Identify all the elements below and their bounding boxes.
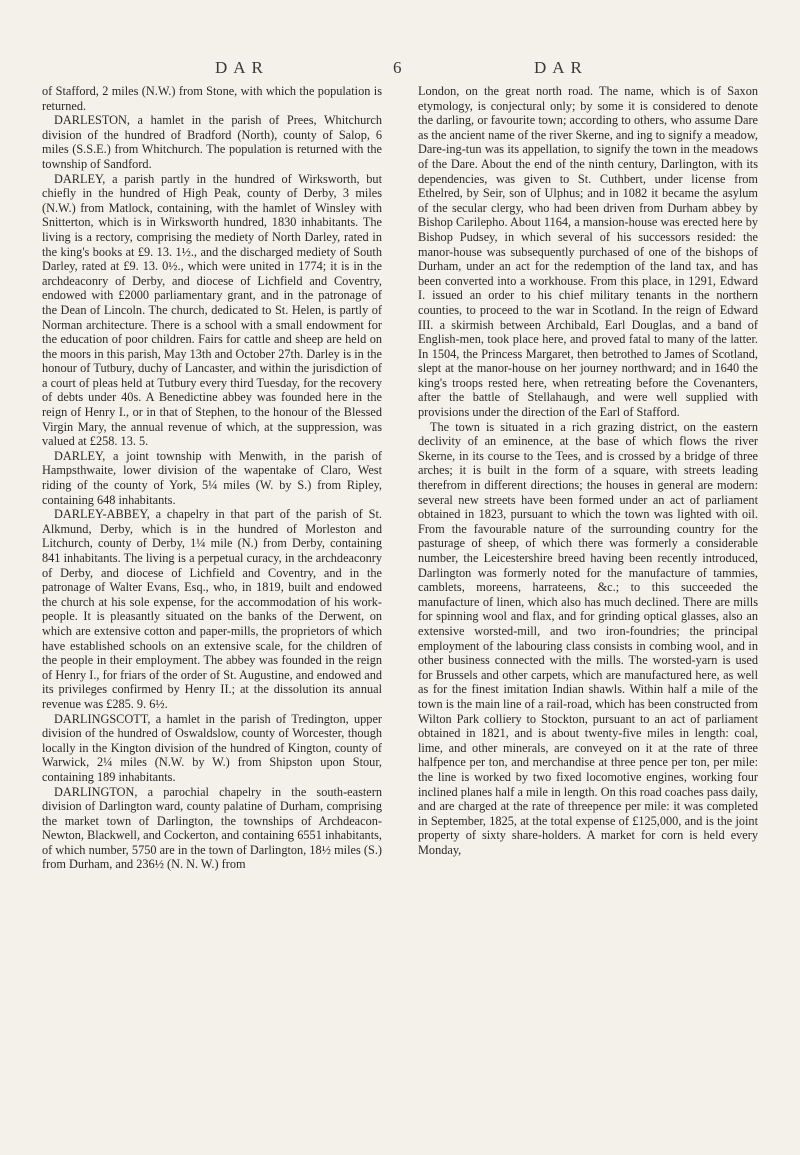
gazetteer-entry: of Stafford, 2 miles (N.W.) from Stone, with which the population is returned. (42, 84, 382, 113)
gazetteer-entry: London, on the great north road. The name, which is of Saxon etymology, is conjectural only; by some it is considered to denote the darling, or favourite town; according to others, who assume Dare as the ancient name of the river Skerne, and ing to signify a meadow, Dare-ing-tun was its appellation, to signify the town in the meadows of the Dare. About the end of the ninth century, Darlington, with its dependencies, was given to St. Cuthbert, under license from Ethelred, by Seir, son of Ulphus; and in 1082 it became the asylum of the secular clergy, who had been driven from Durham abbey by Bishop Carilepho. About 1164, a mansion-house was erected here by Bishop Pudsey, in which several of his successors resided: the manor-house was subsequently purchased of one of the bishops of Durham, under an act for the redemption of the land tax, and has been converted into a workhouse. From this place, in 1291, Edward I. issued an order to his chief military tenants in the northern counties, to proceed to the war in Scotland. In the reign of Edward III. a skirmish between Archibald, Earl Douglas, and a band of English-men, took place here, and proved fatal to many of the latter. In 1504, the Princess Margaret, then betrothed to James of Scotland, slept at the manor-house on her journey northward; and in 1640 the king's troops rested here, when retreating before the Covenanters, after the battle of Stellahaugh, and were well supplied with provisions under the direction of the Earl of Stafford. (418, 84, 758, 420)
gazetteer-entry: DARLESTON, a hamlet in the parish of Prees, Whitchurch division of the hundred of Bradford (North), county of Salop, 6 miles (S.S.E.) from Whitchurch. The population is returned with the township of Sandford. (42, 113, 382, 171)
gazetteer-entry: DARLEY, a joint township with Menwith, in the parish of Hampsthwaite, lower division of the wapentake of Claro, West riding of the county of York, 5¼ miles (W. by S.) from Ripley, containing 648 inhabitants. (42, 448, 382, 507)
page-number: 6 (393, 58, 408, 77)
left-column (42, 84, 382, 872)
right-column (418, 84, 758, 857)
gazetteer-entry: DARLEY, a parish partly in the hundred of Wirksworth, but chiefly in the hundred of High Peak, county of Derby, 3 miles (N.W.) from Matlock, containing, with the hamlet of Winsley with Snitterton, which is in Wirksworth hundred, 1830 inhabitants. The living is a rectory, comprising the mediety of North Darley, rated in the king's books at £9. 13. 1½., and the discharged mediety of South Darley, rated at £9. 13. 0½., which were united in 1774; it is in the archdeaconry of Derby, and diocese of Lichfield and Coventry, endowed with £2000 parliamentary grant, and in the patronage of the Dean of Lincoln. The church, dedicated to St. Helen, is partly of Norman architecture. There is a school with a small endowment for the education of poor children. Fairs for cattle and sheep are held on the moors in this parish, May 13th and October 27th. Darley is in the honour of Tutbury, duchy of Lancaster, and within the jurisdiction of a court of pleas held at Tutbury every third Tuesday, for the recovery of debts under 40s. A Benedictine abbey was founded here in the reign of Henry I., or in that of Stephen, to the honour of the Blessed Virgin Mary, the annual revenue of which, at the suppression, was valued at £258. 13. 5. (42, 171, 382, 449)
header-right-guide-word: DAR (534, 58, 588, 77)
header-left-guide-word: DAR (215, 58, 269, 77)
gazetteer-entry: The town is situated in a rich grazing district, on the eastern declivity of an eminence, at the base of which flows the river Skerne, in its course to the Tees, and is crossed by a bridge of three arches; it is built in the form of a square, with streets leading therefrom in different directions; the houses in general are modern: several new streets have been formed under an act of parliament obtained in 1823, pursuant to which the town was lighted with oil. From the favourable nature of the surrounding country for the pasturage of sheep, of which there was formerly a considerable number, the Leicestershire breed having been recently introduced, Darlington was formerly noted for the manufacture of tammies, camblets, moreens, harrateens, &c.; to this succeeded the manufacture of linen, which also has much declined. There are mills for spinning wool and flax, and for grinding optical glasses, also an extensive worsted-mill, and two iron-foundries; the principal employment of the labouring class consists in combing wool, and in other business connected with the mills. The worsted-yarn is used for Brussels and other carpets, which are manufactured here, as well as for the finest imitation Indian shawls. Within half a mile of the town is the main line of a rail-road, which has been constructed from Wilton Park colliery to Stockton, pursuant to an act of parliament obtained in 1821, and is about twenty-five miles in length: coal, lime, and other minerals, are conveyed on it at the rate of three halfpence per ton, and merchandise at three pence per ton, per mile: the line is worked by two fixed locomotive engines, working four inclined planes half a mile in length. On this road coaches pass daily, and are charged at the rate of threepence per mile: it was completed in September, 1825, at the total expense of £125,000, and is the joint property of sixty share-holders. A market for corn is held every Monday, (418, 419, 758, 857)
gazetteer-entry: DARLEY-ABBEY, a chapelry in that part of the parish of St. Alkmund, Derby, which is in the hundred of Morleston and Litchurch, county of Derby, 1¼ mile (N.) from Derby, containing 841 inhabitants. The living is a perpetual curacy, in the archdeaconry of Derby, and diocese of Lichfield and Coventry, and in the patronage of Walter Evans, Esq., who, in 1819, built and endowed the church at his sole expense, for the accommodation of his work-people. It is pleasantly situated on the banks of the Derwent, on which are extensive cotton and paper-mills, the proprietors of which have established schools on an extensive scale, for the children of the people in their employment. The abbey was founded in the reign of Henry I., for friars of the order of St. Augustine, and endowed and its privileges confirmed by Henry II.; at the dissolution its annual revenue was £285. 9. 6½. (42, 507, 382, 711)
running-header (0, 58, 800, 82)
gazetteer-entry: DARLINGTON, a parochial chapelry in the south-eastern division of Darlington ward, county palatine of Durham, comprising the market town of Darlington, the townships of Archdeacon-Newton, Blackwell, and Cockerton, and containing 6551 inhabitants, of which number, 5750 are in the town of Darlington, 18½ miles (S.) from Durham, and 236½ (N. N. W.) from (42, 784, 382, 872)
gazetteer-entry: DARLINGSCOTT, a hamlet in the parish of Tredington, upper division of the hundred of Oswaldslow, county of Worcester, though locally in the Kington division of the hundred of Kington, county of Warwick, 2¼ miles (N.W. by W.) from Shipston upon Stour, containing 189 inhabitants. (42, 711, 382, 784)
